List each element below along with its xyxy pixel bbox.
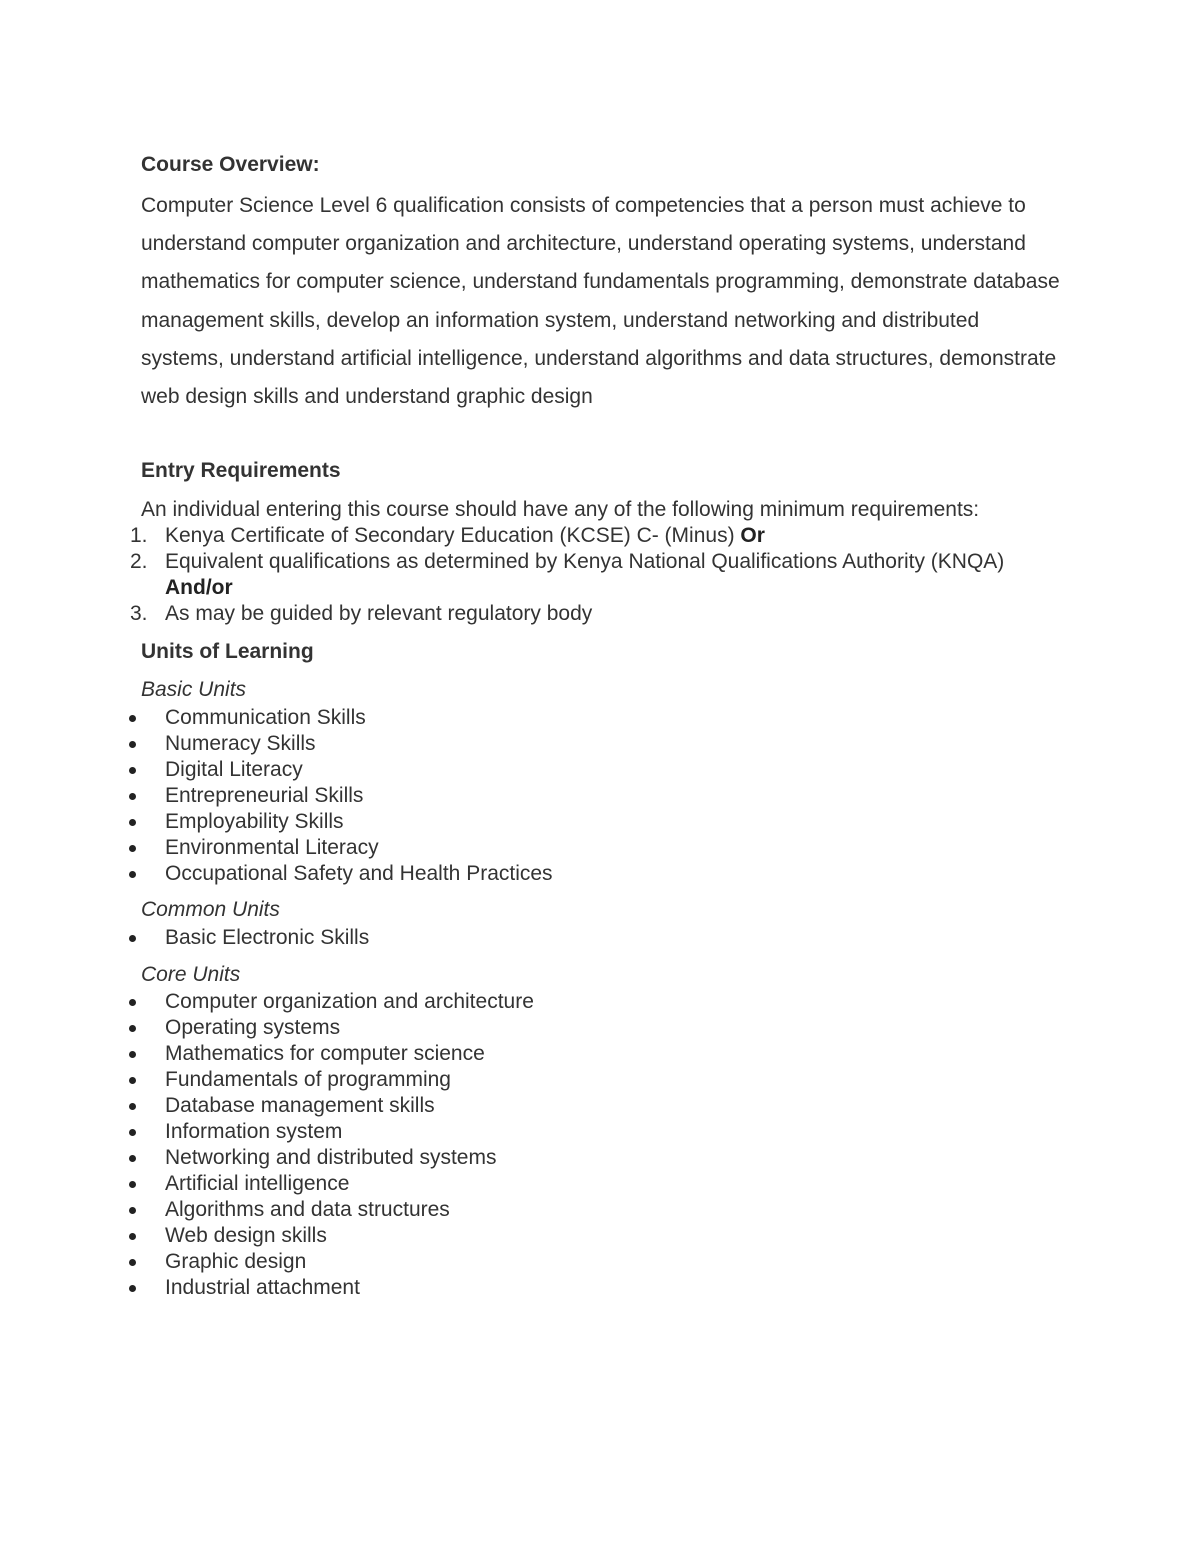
bullet-icon <box>129 845 136 852</box>
core-units-list <box>0 989 534 1301</box>
unit-list-item <box>0 989 534 1015</box>
unit-list-item <box>0 731 553 757</box>
requirement-item <box>0 601 1005 627</box>
unit-name: Algorithms and data structures <box>165 1198 450 1221</box>
unit-list-item <box>0 1223 534 1249</box>
unit-name: Industrial attachment <box>165 1276 360 1299</box>
core-units-label: Core Units <box>141 963 241 986</box>
bullet-icon <box>129 767 136 774</box>
common-units-label: Common Units <box>141 898 280 921</box>
bullet-icon <box>129 871 136 878</box>
requirement-text: Kenya Certificate of Secondary Education (KCSE) C- (Minus) <box>165 524 741 547</box>
unit-name: Entrepreneurial Skills <box>165 784 364 807</box>
unit-list-item <box>0 705 553 731</box>
bullet-icon <box>129 1129 136 1136</box>
entry-requirements-heading: Entry Requirements <box>141 459 341 482</box>
unit-name: Graphic design <box>165 1250 307 1273</box>
entry-requirements-list <box>0 523 1005 627</box>
common-units-list <box>0 925 369 951</box>
bullet-icon <box>129 741 136 748</box>
unit-name: Occupational Safety and Health Practices <box>165 862 553 885</box>
units-of-learning-heading: Units of Learning <box>141 640 314 663</box>
requirement-number: 2. <box>130 550 148 573</box>
bullet-icon <box>129 793 136 800</box>
bullet-icon <box>129 999 136 1006</box>
unit-name: Artificial intelligence <box>165 1172 350 1195</box>
requirement-number: 3. <box>130 602 148 625</box>
course-overview-heading: Course Overview: <box>141 153 320 176</box>
bullet-icon <box>129 1051 136 1058</box>
unit-name: Database management skills <box>165 1094 435 1117</box>
bullet-icon <box>129 1025 136 1032</box>
requirement-number: 1. <box>130 524 148 547</box>
basic-units-list <box>0 705 553 887</box>
unit-list-item <box>0 1119 534 1145</box>
unit-list-item <box>0 1093 534 1119</box>
unit-name: Numeracy Skills <box>165 732 316 755</box>
unit-list-item <box>0 1145 534 1171</box>
unit-list-item <box>0 1171 534 1197</box>
unit-name: Computer organization and architecture <box>165 990 534 1013</box>
unit-name: Environmental Literacy <box>165 836 379 859</box>
unit-name: Information system <box>165 1120 343 1143</box>
unit-name: Employability Skills <box>165 810 344 833</box>
requirement-item <box>0 523 1005 549</box>
bullet-icon <box>129 1259 136 1266</box>
bullet-icon <box>129 819 136 826</box>
requirement-connector: And/or <box>165 576 233 599</box>
unit-name: Networking and distributed systems <box>165 1146 497 1169</box>
course-overview-text: Computer Science Level 6 qualification consists of competencies that a person must achieve to understand computer organization and architecture, understand operating systems, understand mathematics for computer science, understand fundamentals programming, demonstrate database management skills, develop an information system, understand networking and distributed systems, understand artificial intelligence, understand algorithms and data structures, demonstrate web design skills and understand graphic design <box>141 194 1060 409</box>
unit-list-item <box>0 835 553 861</box>
requirement-item <box>0 549 1005 601</box>
unit-name: Communication Skills <box>165 706 366 729</box>
bullet-icon <box>129 1181 136 1188</box>
unit-list-item <box>0 1067 534 1093</box>
basic-units-label: Basic Units <box>141 678 247 701</box>
unit-name: Basic Electronic Skills <box>165 926 370 949</box>
bullet-icon <box>129 935 136 942</box>
unit-list-item <box>0 783 553 809</box>
bullet-icon <box>129 1207 136 1214</box>
unit-name: Digital Literacy <box>165 758 303 781</box>
unit-list-item <box>0 861 553 887</box>
unit-list-item <box>0 1041 534 1067</box>
bullet-icon <box>129 1103 136 1110</box>
bullet-icon <box>129 1077 136 1084</box>
unit-list-item <box>0 1275 534 1301</box>
unit-list-item <box>0 757 553 783</box>
bullet-icon <box>129 1155 136 1162</box>
requirement-connector: Or <box>740 524 765 547</box>
unit-list-item <box>0 1197 534 1223</box>
bullet-icon <box>129 1233 136 1240</box>
unit-name: Fundamentals of programming <box>165 1068 451 1091</box>
unit-name: Web design skills <box>165 1224 327 1247</box>
unit-name: Mathematics for computer science <box>165 1042 485 1065</box>
unit-list-item <box>0 1249 534 1275</box>
unit-list-item <box>0 809 553 835</box>
unit-list-item <box>0 1015 534 1041</box>
requirement-text: As may be guided by relevant regulatory body <box>165 602 593 625</box>
bullet-icon <box>129 1285 136 1292</box>
unit-list-item <box>0 925 369 951</box>
unit-name: Operating systems <box>165 1016 341 1039</box>
bullet-icon <box>129 715 136 722</box>
requirement-text: Equivalent qualifications as determined by Kenya National Qualifications Authority (KNQA) <box>165 550 1005 573</box>
entry-requirements-intro: An individual entering this course should have any of the following minimum requirements: <box>141 498 980 521</box>
